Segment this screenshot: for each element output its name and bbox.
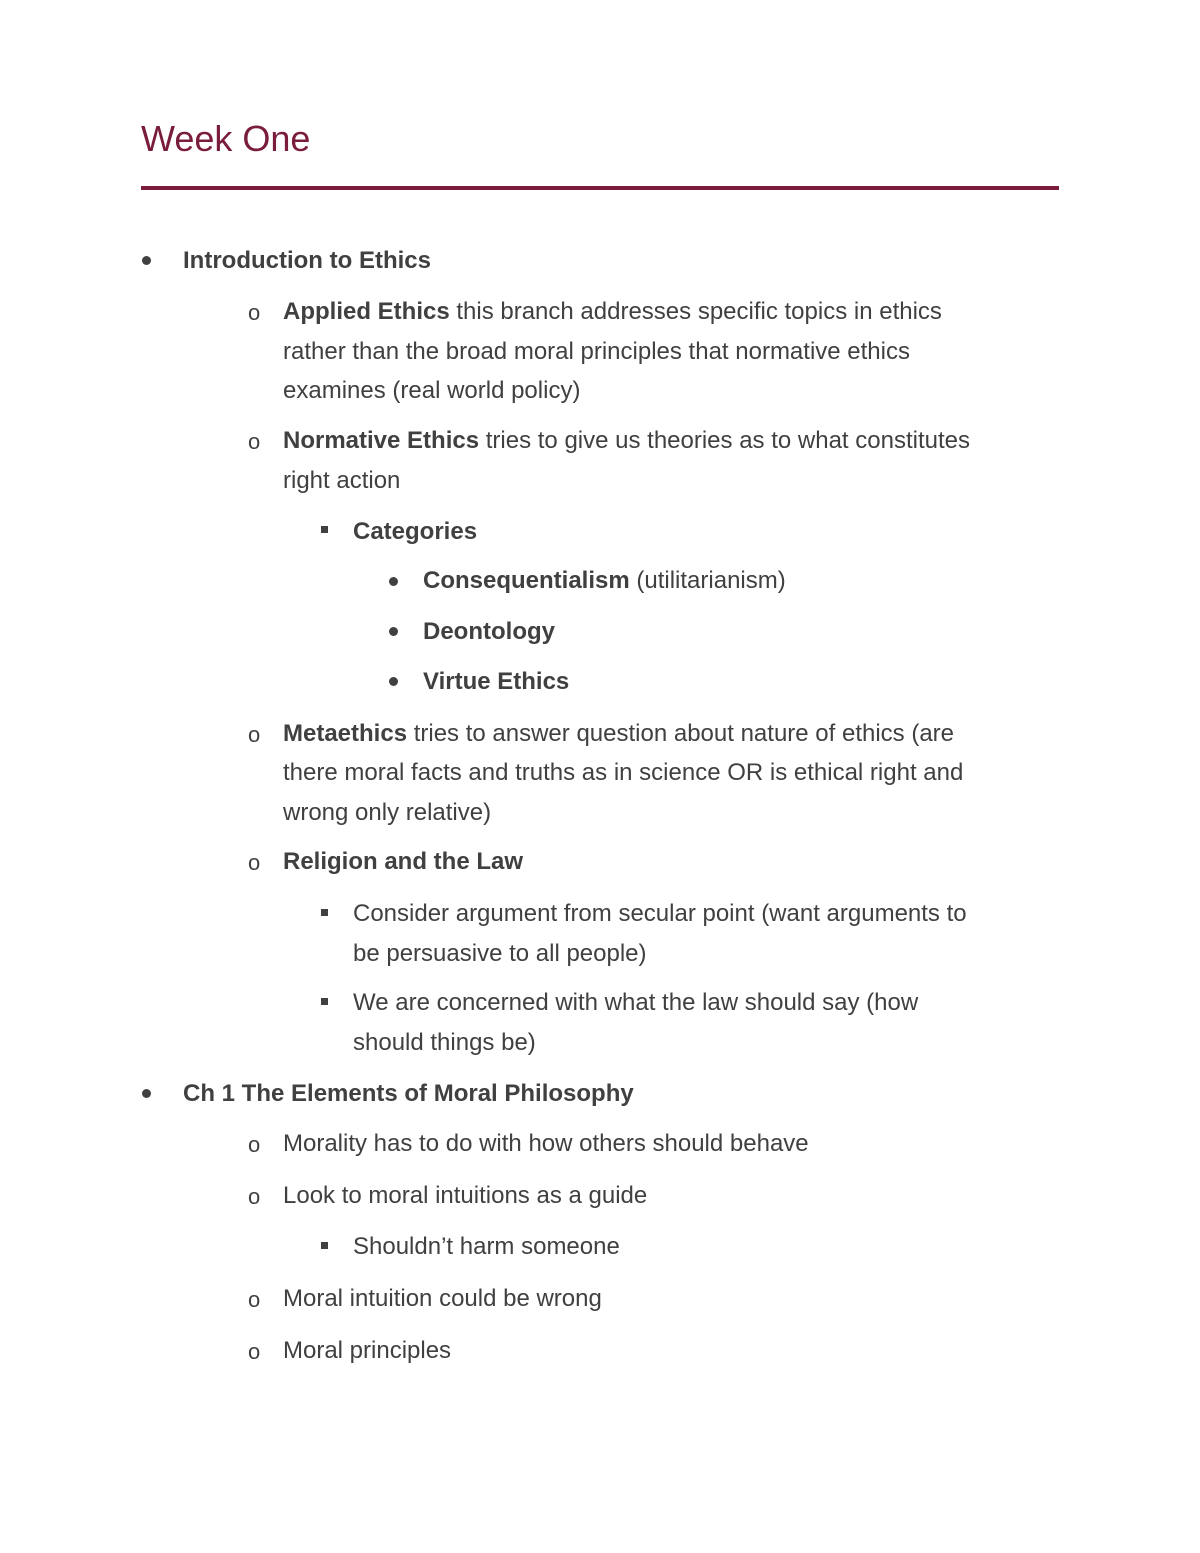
list-item: Consequentialism (utilitarianism) <box>423 567 786 594</box>
bullet-circle-icon: o <box>248 429 261 454</box>
list-item-continuation: wrong only relative) <box>283 799 492 826</box>
list-item: Religion and the Law <box>283 848 524 875</box>
list-item: Applied Ethics this branch addresses specific topics in ethics <box>283 298 942 325</box>
bullet-circle-icon: o <box>248 850 261 875</box>
bullet-circle-icon: o <box>248 1132 261 1157</box>
list-item: Ch 1 The Elements of Moral Philosophy <box>183 1080 634 1107</box>
list-item: Introduction to Ethics <box>183 247 431 274</box>
list-item: Morality has to do with how others should behave <box>283 1130 809 1157</box>
bullet-square-icon <box>321 998 328 1005</box>
bullet-disc-icon <box>142 1089 151 1098</box>
list-item: Categories <box>353 518 478 545</box>
list-item-continuation: rather than the broad moral principles that normative ethics <box>283 338 910 365</box>
list-item-continuation: right action <box>283 467 401 494</box>
bullet-circle-icon: o <box>248 1339 261 1364</box>
list-item: We are concerned with what the law should say (how <box>353 989 919 1016</box>
bullet-disc-icon <box>389 677 398 686</box>
list-item: Look to moral intuitions as a guide <box>283 1182 648 1209</box>
list-item: Virtue Ethics <box>423 668 570 695</box>
list-item: Deontology <box>423 618 555 645</box>
list-item: Shouldn’t harm someone <box>353 1233 620 1260</box>
list-item-continuation: be persuasive to all people) <box>353 940 647 967</box>
bullet-disc-icon <box>142 256 151 265</box>
bullet-circle-icon: o <box>248 300 261 325</box>
list-item: Normative Ethics tries to give us theories as to what constitutes <box>283 427 970 454</box>
bullet-disc-icon <box>389 577 398 586</box>
list-item: Moral intuition could be wrong <box>283 1285 602 1312</box>
bullet-square-icon <box>321 909 328 916</box>
list-item-continuation: there moral facts and truths as in science OR is ethical right and <box>283 759 964 786</box>
list-item: Consider argument from secular point (want arguments to <box>353 900 967 927</box>
bullet-square-icon <box>321 1242 328 1249</box>
list-item-continuation: should things be) <box>353 1029 536 1056</box>
bullet-square-icon <box>321 526 328 533</box>
bullet-circle-icon: o <box>248 722 261 747</box>
list-item: Moral principles <box>283 1337 452 1364</box>
bullet-disc-icon <box>389 627 398 636</box>
list-item: Metaethics tries to answer question about nature of ethics (are <box>283 720 955 747</box>
list-item-continuation: examines (real world policy) <box>283 377 581 404</box>
bullet-circle-icon: o <box>248 1287 261 1312</box>
page-title: Week One <box>141 118 311 159</box>
title-divider <box>141 186 1059 190</box>
bullet-circle-icon: o <box>248 1184 261 1209</box>
